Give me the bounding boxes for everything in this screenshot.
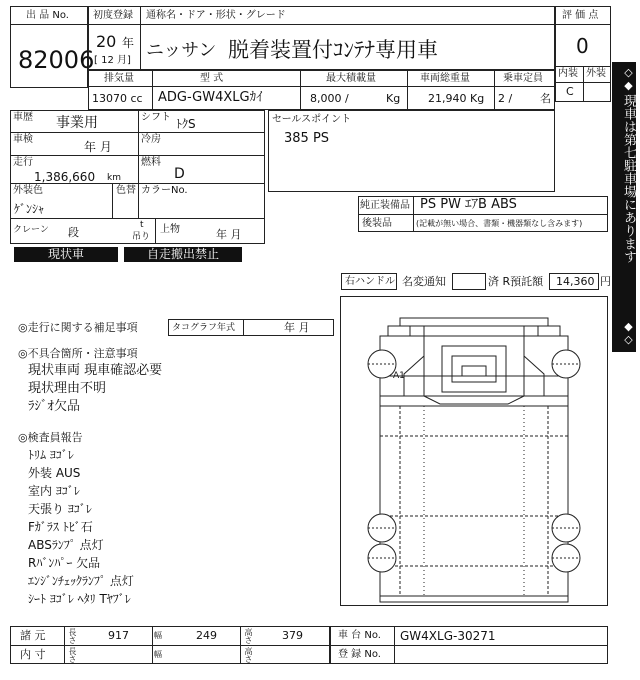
model-name: 脱着装置付ｺﾝﾃﾅ専用車 xyxy=(228,38,438,62)
inspector-item: ABSﾗﾝﾌﾟ 点灯 xyxy=(28,538,104,552)
tacho-value: 年 月 xyxy=(284,321,310,334)
sidebar-marks-bottom: ◆◇ xyxy=(622,320,635,346)
exterior-color-value: ｹﾞﾝｼｬ xyxy=(14,202,45,216)
capacity-label: 乗車定員 xyxy=(503,73,543,84)
retrofit-label: 後装品 xyxy=(362,218,392,229)
width-label: 幅 xyxy=(154,631,162,640)
height-label-inner: 高さ xyxy=(244,647,253,663)
dims-label: 諸 元 xyxy=(20,629,46,642)
year-unit: 年 xyxy=(122,36,135,50)
maker-name: ニッサン xyxy=(146,40,217,61)
height-label: 高さ xyxy=(244,628,253,644)
crane-ton-bottom: 吊り xyxy=(132,232,151,242)
equipment-label: 純正装備品 xyxy=(360,200,410,211)
inner-dims-label: 内 寸 xyxy=(20,648,46,661)
first-reg-month: [ 12 月] xyxy=(94,55,131,66)
gross-weight-value: 21,940 Kg xyxy=(428,92,485,105)
history-value: 事業用 xyxy=(56,115,98,131)
chassis-label: 車 台 No. xyxy=(338,630,381,641)
mileage-unit: km xyxy=(107,173,121,183)
chassis-value: GW4XLG-30271 xyxy=(400,629,496,643)
displacement-label: 排気量 xyxy=(104,73,134,84)
width-value: 249 xyxy=(196,629,217,642)
color-no-label: カラーNo. xyxy=(141,185,188,196)
capacity-value: 2 / xyxy=(498,92,513,105)
model-code-value: ADG-GW4XLGｶｲ xyxy=(158,90,263,105)
max-load-unit: Kg xyxy=(386,92,401,105)
registration-label: 登 録 No. xyxy=(338,649,381,660)
lot-label: 出 品 No. xyxy=(26,10,69,21)
width-label-inner: 幅 xyxy=(154,650,162,659)
inspector-item: 外装 AUS xyxy=(28,466,81,480)
crane-stage: 段 xyxy=(68,226,79,239)
ac-label: 冷房 xyxy=(141,134,161,145)
sidebar-location-text: 現車は第七駐車場にあります xyxy=(621,94,636,263)
model-name-label: 通称名・ドア・形状・グレード xyxy=(146,10,286,21)
inspection-value: 年 月 xyxy=(84,140,112,154)
inspector-item: Fｶﾞﾗｽ ﾄﾋﾞ石 xyxy=(28,520,93,534)
length-value: 917 xyxy=(108,629,129,642)
inspector-item: 天張り ﾖｺﾞﾚ xyxy=(28,502,92,516)
exterior-label: 外装 xyxy=(586,68,606,79)
upper-label: 上物 xyxy=(160,224,180,235)
first-reg-label: 初度登録 xyxy=(93,10,133,21)
lot-number: 82006 xyxy=(18,46,95,74)
handle-value: 右ハンドル xyxy=(345,276,395,287)
history-label: 車歴 xyxy=(13,112,33,123)
first-reg-year: 20 xyxy=(96,32,117,51)
mileage-label: 走行 xyxy=(13,157,33,168)
interior-label: 内装 xyxy=(558,68,578,79)
sidebar-marks-top: ◇◆ xyxy=(622,66,635,92)
height-value: 379 xyxy=(282,629,303,642)
current-car-badge: 現状車 xyxy=(14,247,118,262)
inspector-item: ｼｰﾄ ﾖｺﾞﾚ ﾍﾀﾘ Tﾔﾌﾞﾚ xyxy=(28,592,131,606)
gross-weight-label: 車両総重量 xyxy=(420,73,470,84)
max-load-label: 最大積載量 xyxy=(326,73,376,84)
recycle-unit: 円 xyxy=(600,275,611,288)
defect-item: ﾗｼﾞｵ欠品 xyxy=(28,399,81,414)
crane-ton-top: t xyxy=(140,220,144,230)
upper-value: 年 月 xyxy=(216,228,242,241)
grade-label: 評 価 点 xyxy=(562,10,599,21)
overall-grade: 0 xyxy=(576,34,589,58)
fuel-label: 燃料 xyxy=(141,157,161,168)
max-load-value: 8,000 / xyxy=(310,92,349,105)
inspector-item: ﾄﾘﾑ ﾖｺﾞﾚ xyxy=(28,448,74,462)
shift-value: ﾄｸS xyxy=(176,117,196,131)
displacement-value: 13070 cc xyxy=(92,92,143,105)
equipment-value: PS PW ｴｱB ABS xyxy=(420,197,517,212)
sales-point-value: 385 PS xyxy=(284,131,330,146)
defect-item: 現状理由不明 xyxy=(28,381,107,396)
recycle-label: 済 R預託額 xyxy=(488,275,544,288)
inspector-item: Rﾊﾞﾝﾊﾟｰ 欠品 xyxy=(28,556,101,570)
retrofit-note: (記載が無い場合、書類・機器類なし含みます) xyxy=(416,219,583,228)
driving-notes-title: ◎走行に関する補足事項 xyxy=(18,321,138,334)
truck-diagram xyxy=(340,296,608,606)
interior-grade: C xyxy=(566,85,574,98)
crane-label: クレーン xyxy=(13,225,49,235)
color-change-label: 色替 xyxy=(116,185,136,196)
damage-mark: A1 xyxy=(393,371,405,381)
name-change-label: 名変通知 xyxy=(402,275,446,288)
length-label: 長さ xyxy=(68,628,77,644)
model-code-label: 型 式 xyxy=(200,73,224,84)
inspector-title: ◎検査員報告 xyxy=(18,431,83,444)
shift-label: シフト xyxy=(141,112,171,123)
name-change-box xyxy=(452,273,486,290)
sales-point-label: セールスポイント xyxy=(272,114,352,125)
inspector-item: 室内 ﾖｺﾞﾚ xyxy=(28,484,80,498)
inspector-item: ｴﾝｼﾞﾝﾁｪｯｸﾗﾝﾌﾟ 点灯 xyxy=(28,574,134,588)
length-label-inner: 長さ xyxy=(68,647,77,663)
defects-title: ◎不具合箇所・注意事項 xyxy=(18,347,138,360)
exterior-color-label: 外装色 xyxy=(13,185,43,196)
capacity-unit: 名 xyxy=(540,92,551,105)
inspection-label: 車検 xyxy=(13,134,33,145)
recycle-amount: 14,360 xyxy=(556,275,595,288)
tacho-label: タコグラフ年式 xyxy=(172,323,236,333)
fuel-value: D xyxy=(174,166,185,182)
defect-item: 現状車両 現車確認必要 xyxy=(28,363,163,378)
no-self-drive-badge: 自走搬出禁止 xyxy=(124,247,242,262)
location-sidebar xyxy=(612,62,636,352)
mileage-value: 1,386,660 xyxy=(34,170,96,184)
